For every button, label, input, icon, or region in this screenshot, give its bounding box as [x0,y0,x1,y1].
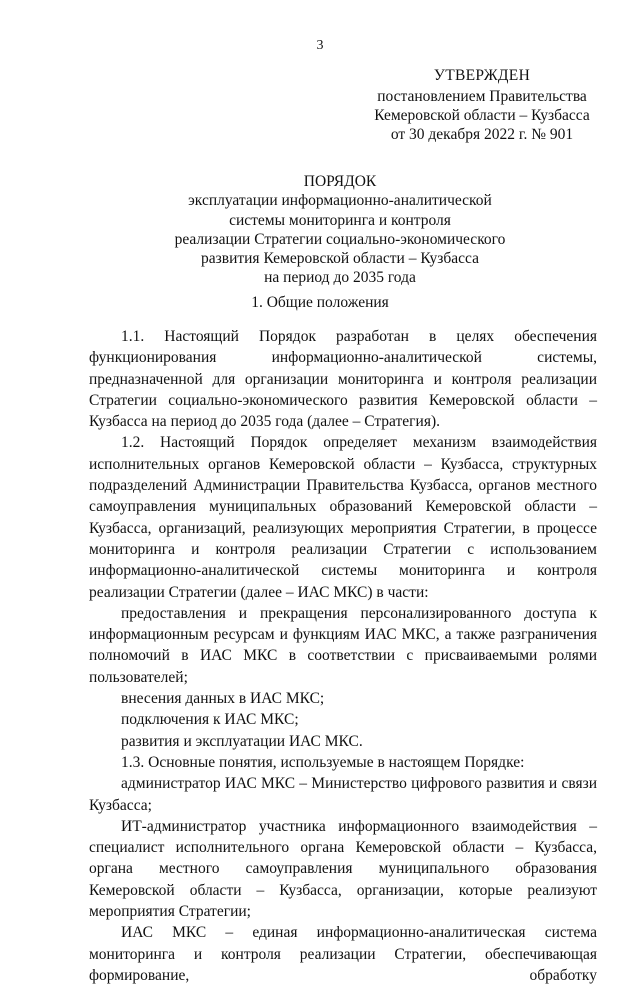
document-title-line: системы мониторинга и контроля [229,211,451,229]
document-title-line: эксплуатации информационно-аналитической [188,192,492,210]
paragraph: администратор ИАС МКС – Министерство цифрового развития и связи Кузбасса; [89,775,597,814]
section-heading: 1. Общие положения [251,294,389,311]
paragraph: ИТ-администратор участника информационного взаимодействия – специалист исполнительного органа Кемеровской области – Кузбасса, органа местного самоуправления муниципального образования Кемеровской области – Кузбасса, организации, которые реализуют мероприятия Стратегии; [89,817,597,921]
document-title [150,172,530,288]
paragraph: 1.2. Настоящий Порядок определяет механизм взаимодействия исполнительных органов Кемеровской области – Кузбасса, структурных подразделений Администрации Правительства Кузбасса, органов местного самоуправления муниципальных образований Кемеровской области – Кузбасса, организаций, реализующих мероприятия Стратегии, в процессе мониторинга и контроля реализации Стратегии с использованием информационно-аналитической системы мониторинга и контроля реализации Стратегии (далее – ИАС МКС) в части: [89,434,597,601]
paragraph: ИАС МКС – единая информационно-аналитическая система мониторинга и контроля реализации Стратегии, обеспечивающая формирование, обработку [89,924,597,984]
document-heading: ПОРЯДОК [303,173,377,190]
document-body [89,326,597,986]
approval-title: УТВЕРЖДЕН [433,67,531,84]
approval-block [362,66,602,144]
paragraph: 1.1. Настоящий Порядок разработан в целях обеспечения функционирования информационно-аналитической системы, предназначенной для организации мониторинга и контроля реализации Стратегии социально-экономического развития Кемеровской области – Кузбасса на период до 2035 года (далее – Стратегия). [89,328,597,431]
approval-line: Кемеровской области – Кузбасса [374,107,590,124]
document-title-line: реализации Стратегии социально-экономического [174,230,506,248]
paragraph: 1.3. Основные понятия, используемые в настоящем Порядке: [121,753,525,771]
document-title-line: на период до 2035 года [264,269,416,287]
page-number: 3 [316,38,324,53]
paragraph: внесения данных в ИАС МКС; [121,690,325,708]
paragraph: подключения к ИАС МКС; [121,711,299,729]
paragraph: развития и эксплуатации ИАС МКС. [121,732,363,750]
approval-line: от 30 декабря 2022 г. № 901 [390,126,574,143]
document-title-line: развития Кемеровской области – Кузбасса [201,250,479,268]
paragraph: предоставления и прекращения персонализированного доступа к информационным ресурсам и функциям ИАС МКС, а также разграничения полномочий в ИАС МКС в соответствии с присваиваемыми ролями пользователей; [89,604,597,686]
approval-line: постановлением Правительства [377,88,587,105]
